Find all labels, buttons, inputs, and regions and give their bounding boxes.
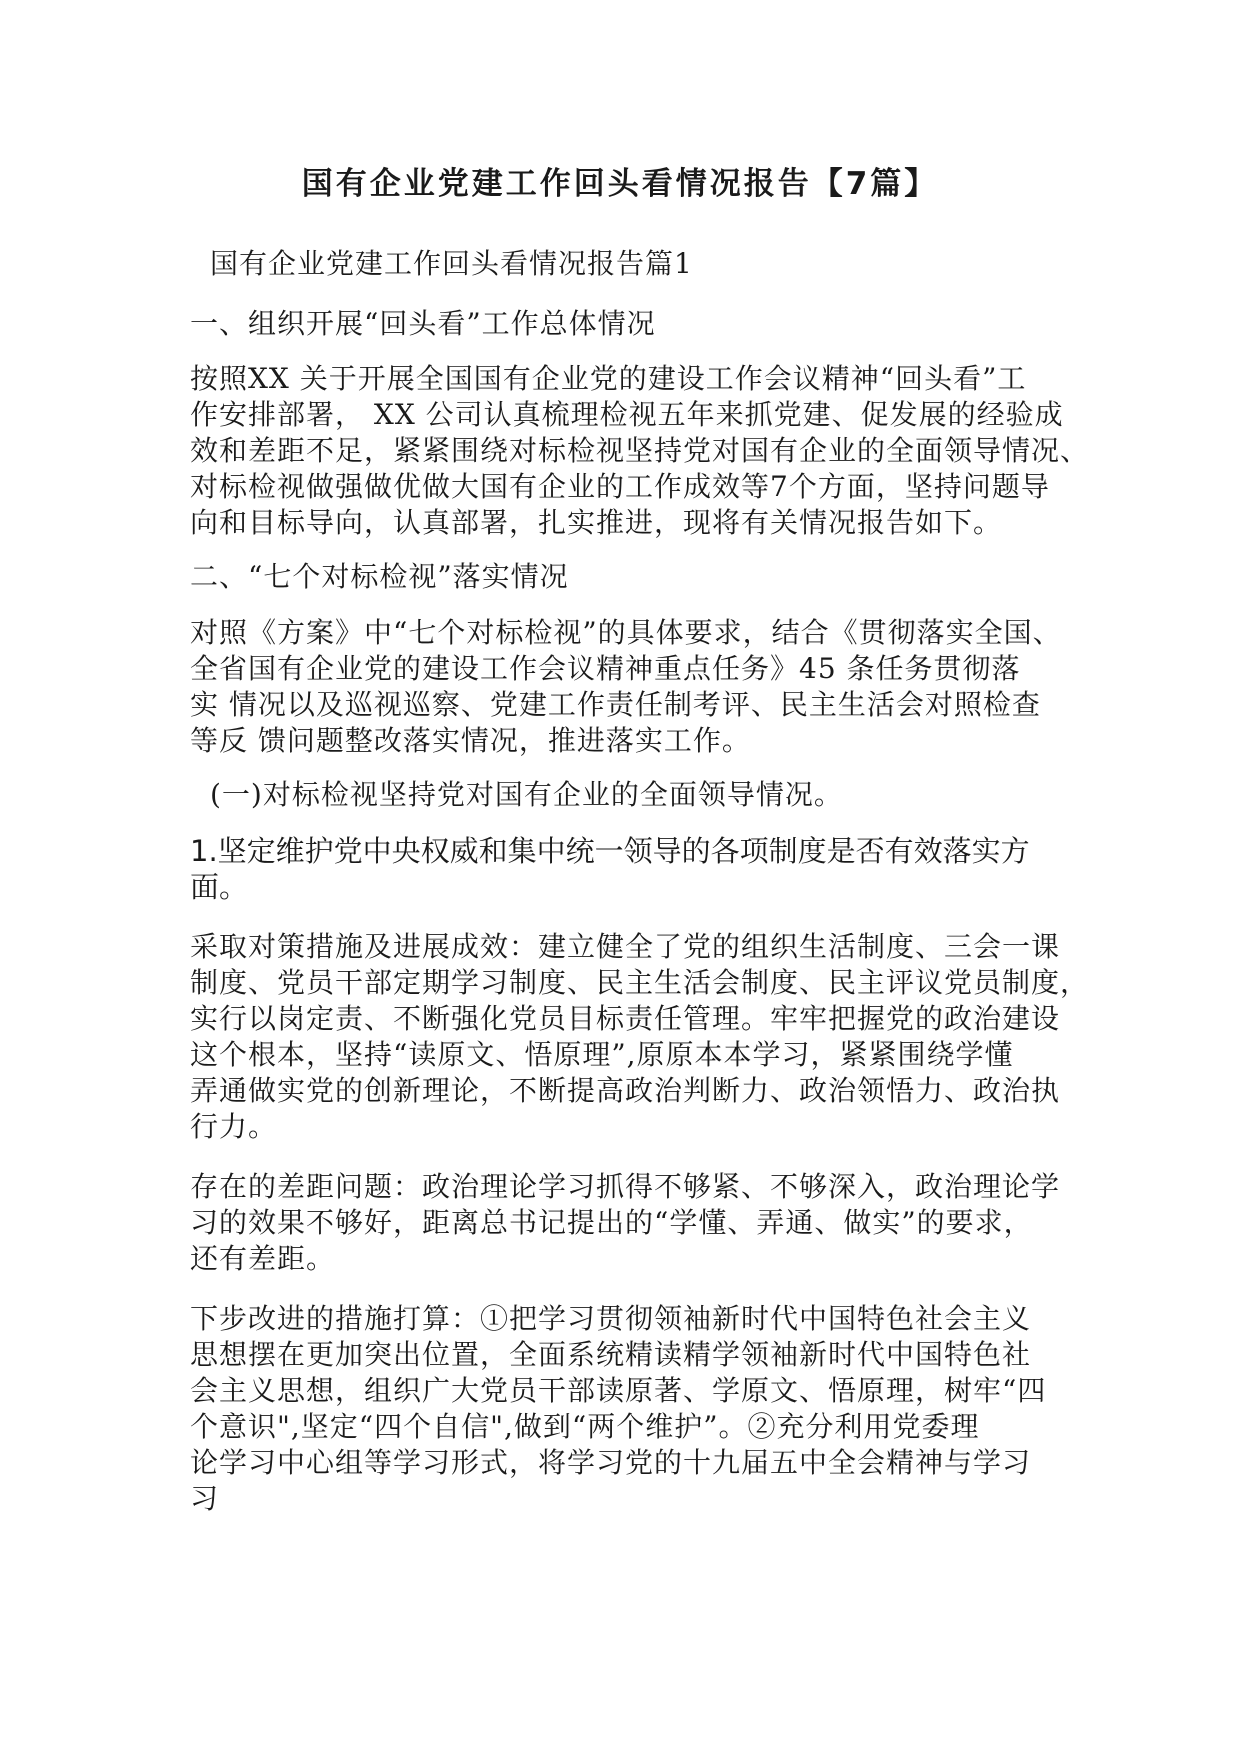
paragraph-line: 实 情况以及巡视巡察、党建工作责任制考评、民主生活会对照检查 xyxy=(190,688,1041,721)
paragraph-line: 这个根本，坚持“读原文、悟原理”,原原本本学习，紧紧围绕学懂 xyxy=(190,1038,1014,1071)
paragraph-line: 等反 馈问题整改落实情况，推进落实工作。 xyxy=(190,724,751,757)
paragraph-line: 弄通做实党的创新理论，不断提高政治判断力、政治领悟力、政治执 xyxy=(190,1074,1061,1107)
heading-overall-situation: 一、组织开展“回头看”工作总体情况 xyxy=(190,307,656,340)
subheading-one: (一)对标检视坚持党对国有企业的全面领导情况。 xyxy=(210,778,843,811)
paragraph-line: 还有差距。 xyxy=(190,1242,336,1275)
paragraph-line: 作安排部署， XX 公司认真梳理检视五年来抓党建、促发展的经验成 xyxy=(190,398,1064,431)
paragraph-line: 按照XX 关于开展全国国有企业党的建设工作会议精神“回头看”工 xyxy=(190,362,1027,395)
document-title: 国有企业党建工作回头看情况报告【7篇】 xyxy=(301,166,939,202)
paragraph-line: 思想摆在更加突出位置，全面系统精读精学领袖新时代中国特色社 xyxy=(190,1338,1032,1371)
paragraph-line: 向和目标导向，认真部署，扎实推进，现将有关情况报告如下。 xyxy=(190,506,1003,539)
item-heading-line: 1.坚定维护党中央权威和集中统一领导的各项制度是否有效落实方 xyxy=(190,834,1030,868)
paragraph-line: 效和差距不足，紧紧围绕对标检视坚持党对国有企业的全面领导情况、 xyxy=(190,434,1090,467)
paragraph-line: 习 xyxy=(190,1482,220,1515)
paragraph-line: 采取对策措施及进展成效：建立健全了党的组织生活制度、三会一课 xyxy=(190,930,1061,963)
paragraph-line: 存在的差距问题：政治理论学习抓得不够紧、不够深入，政治理论学 xyxy=(190,1170,1061,1203)
paragraph-line: 个意识",坚定“四个自信",做到“两个维护”。②充分利用党委理 xyxy=(190,1410,980,1443)
paragraph-line: 会主义思想，组织广大党员干部读原著、学原文、悟原理，树牢“四 xyxy=(190,1374,1047,1407)
paragraph-line: 习的效果不够好，距离总书记提出的“学懂、弄通、做实”的要求， xyxy=(190,1206,1033,1239)
section-heading-part-1: 国有企业党建工作回头看情况报告篇1 xyxy=(210,247,693,280)
heading-seven-checks: 二、“七个对标检视”落实情况 xyxy=(190,560,569,593)
paragraph-line: 实行以岗定责、不断强化党员目标责任管理。牢牢把握党的政治建设 xyxy=(190,1002,1061,1035)
item-heading-line: 面。 xyxy=(190,870,249,904)
paragraph-line: 下步改进的措施打算：①把学习贯彻领袖新时代中国特色社会主义 xyxy=(190,1302,1032,1335)
paragraph-line: 行力。 xyxy=(190,1110,278,1143)
paragraph-line: 全省国有企业党的建设工作会议精神重点任务》45 条任务贯彻落 xyxy=(190,652,1021,685)
paragraph-line: 对照《方案》中“七个对标检视”的具体要求，结合《贯彻落实全国、 xyxy=(190,616,1062,649)
paragraph-line: 制度、党员干部定期学习制度、民主生活会制度、民主评议党员制度， xyxy=(190,966,1090,999)
paragraph-line: 论学习中心组等学习形式，将学习党的十九届五中全会精神与学习 xyxy=(190,1446,1032,1479)
paragraph-line: 对标检视做强做优做大国有企业的工作成效等7个方面，坚持问题导 xyxy=(190,470,1050,503)
